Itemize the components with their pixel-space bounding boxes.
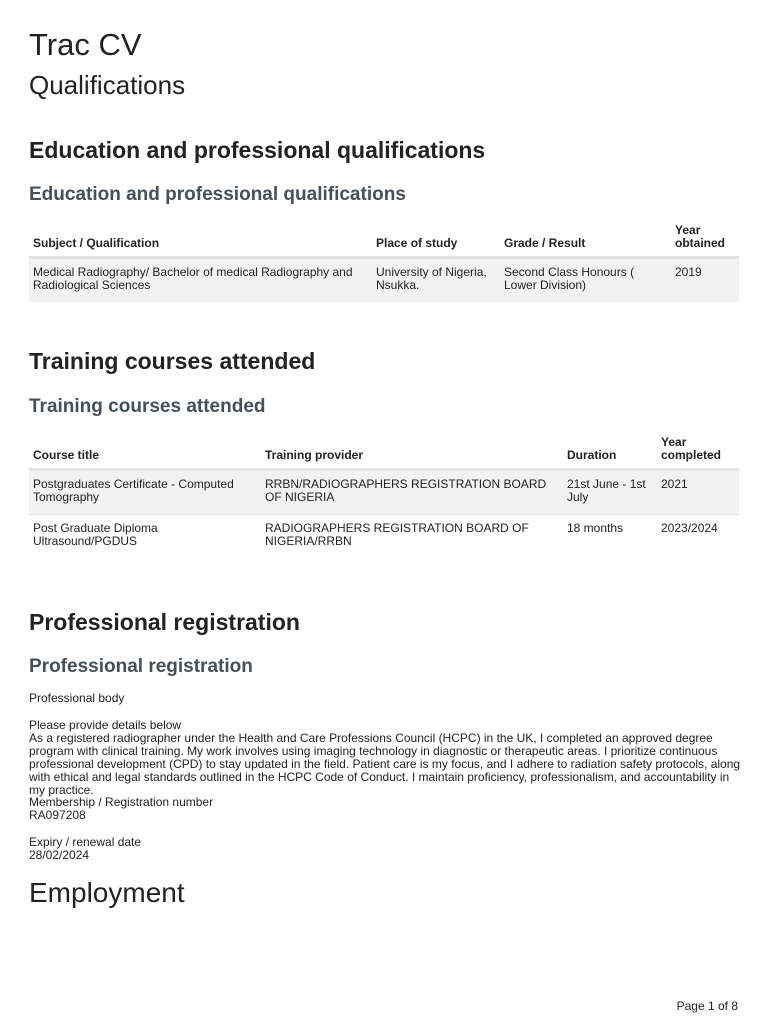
professional-body-label: Professional body bbox=[29, 691, 125, 705]
column-header-year-completed: Year completed bbox=[657, 436, 739, 470]
document-title: Trac CV bbox=[29, 27, 142, 62]
registration-section-heading: Professional registration bbox=[29, 609, 300, 635]
column-header-place: Place of study bbox=[372, 224, 500, 258]
column-header-year: Year obtained bbox=[671, 224, 739, 258]
table-row bbox=[29, 470, 739, 515]
registration-details-text: As a registered radiographer under the Health and Care Professions Council (HCPC) in the UK, I completed an approved degree program with clinical training. My work involves using imaging technology in diagnostic or therapeutic areas. I prioritize continuous professional development (CPD) to stay updated in the field. Patient care is my focus, and I adhere to radiation safety protocols, along with ethical and legal standards outlined in the HCPC Code of Conduct. I maintain proficiency, professionalism, and accountability in my practice. bbox=[29, 731, 741, 797]
training-section-heading: Training courses attended bbox=[29, 348, 316, 374]
training-sub-heading: Training courses attended bbox=[29, 396, 266, 417]
training-provider-cell: RADIOGRAPHERS REGISTRATION BOARD OF NIGERIA/RRBN bbox=[261, 515, 563, 559]
training-table-header bbox=[29, 436, 739, 470]
education-table-header bbox=[29, 224, 739, 258]
column-header-grade: Grade / Result bbox=[500, 224, 671, 258]
registration-sub-heading: Professional registration bbox=[29, 656, 253, 677]
column-header-course-title: Course title bbox=[29, 436, 261, 470]
subject-cell: Medical Radiography/ Bachelor of medical Radiography and Radiological Sciences bbox=[29, 258, 372, 303]
place-cell: University of Nigeria, Nsukka. bbox=[372, 258, 500, 303]
year-completed-cell: 2021 bbox=[657, 470, 739, 515]
document-subtitle: Qualifications bbox=[29, 70, 186, 100]
year-cell: 2019 bbox=[671, 258, 739, 303]
course-title-cell: Postgraduates Certificate - Computed Tomography bbox=[29, 470, 261, 515]
column-header-subject: Subject / Qualification bbox=[29, 224, 372, 258]
education-section-heading: Education and professional qualifications bbox=[29, 137, 486, 163]
details-label: Please provide details below bbox=[29, 718, 182, 732]
duration-cell: 21st June - 1st July bbox=[563, 470, 657, 515]
table-row bbox=[29, 258, 739, 303]
column-header-duration: Duration bbox=[563, 436, 657, 470]
expiry-value: 28/02/2024 bbox=[29, 848, 90, 862]
course-title-cell: Post Graduate Diploma Ultrasound/PGDUS bbox=[29, 515, 261, 559]
column-header-training-provider: Training provider bbox=[261, 436, 563, 470]
grade-cell: Second Class Honours ( Lower Division) bbox=[500, 258, 671, 303]
employment-heading: Employment bbox=[29, 877, 185, 908]
training-table bbox=[29, 436, 739, 558]
table-row bbox=[29, 515, 739, 559]
membership-value: RA097208 bbox=[29, 808, 86, 822]
duration-cell: 18 months bbox=[563, 515, 657, 559]
membership-label: Membership / Registration number bbox=[29, 795, 214, 809]
expiry-label: Expiry / renewal date bbox=[29, 835, 142, 849]
education-table bbox=[29, 224, 739, 302]
training-provider-cell: RRBN/RADIOGRAPHERS REGISTRATION BOARD OF NIGERIA bbox=[261, 470, 563, 515]
page-number: Page 1 of 8 bbox=[676, 999, 738, 1013]
education-sub-heading: Education and professional qualifications bbox=[29, 184, 406, 205]
year-completed-cell: 2023/2024 bbox=[657, 515, 739, 559]
